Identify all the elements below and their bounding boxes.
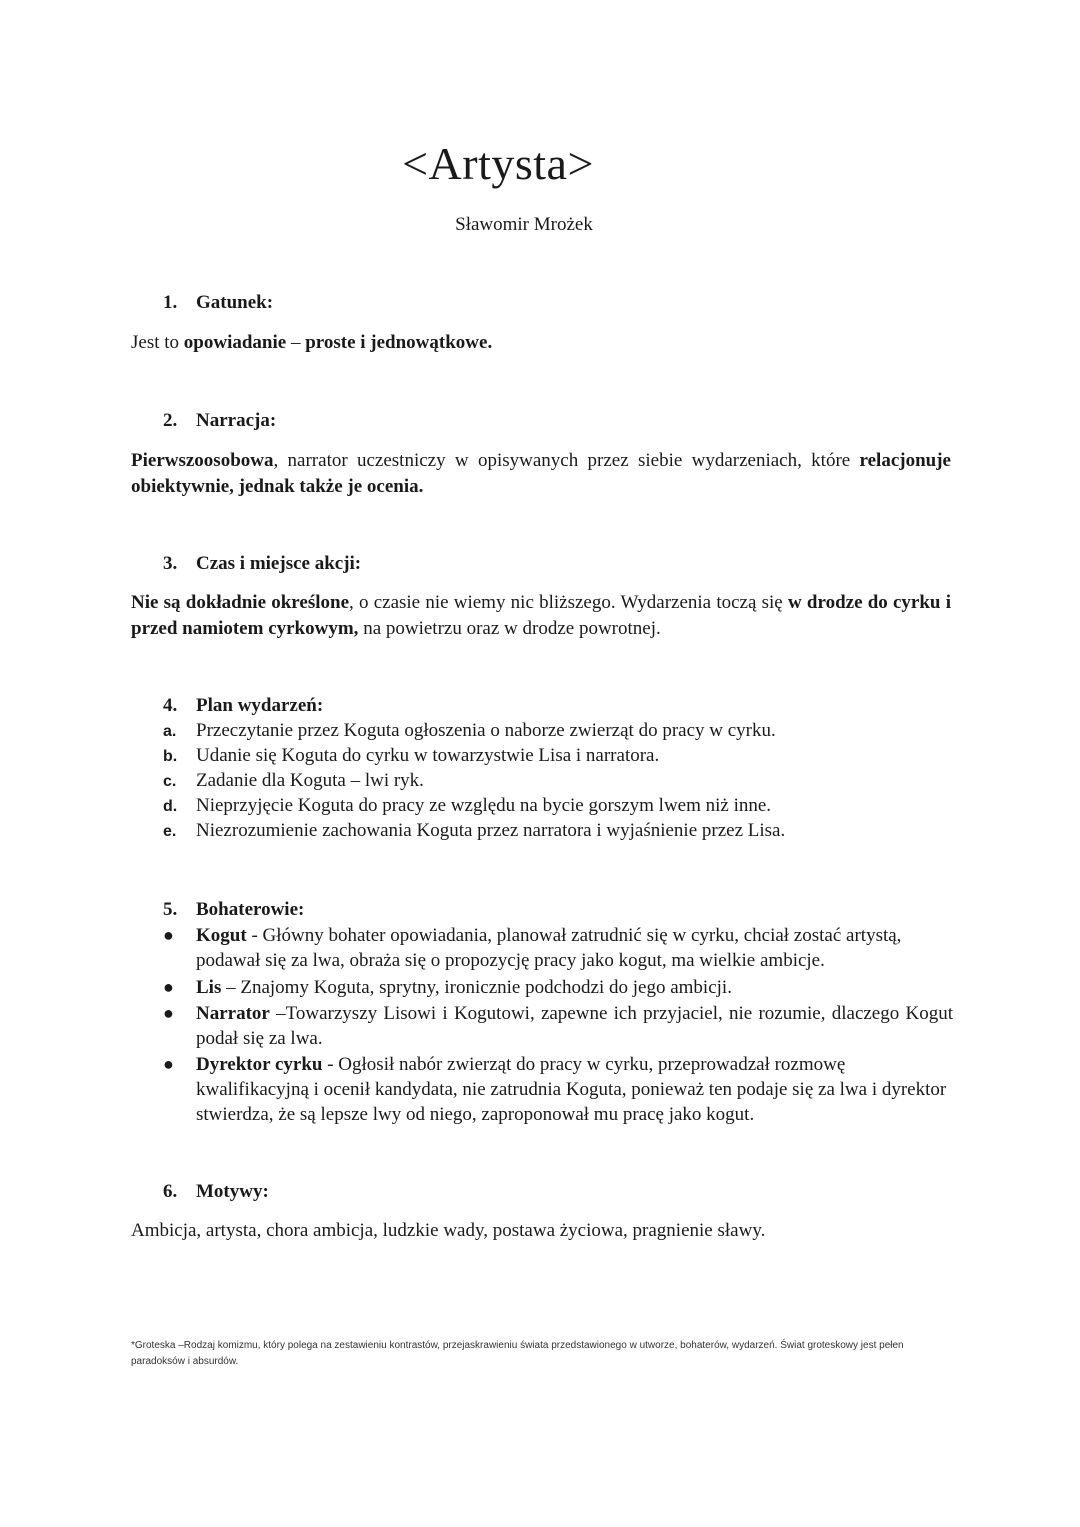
time-place-paragraph — [131, 590, 951, 642]
narration-paragraph — [131, 448, 951, 500]
section-title: Gatunek: — [196, 292, 274, 313]
motifs-paragraph: Ambicja, artysta, chora ambicja, ludzkie wady, postawa życiowa, pragnienie sławy. — [131, 1220, 766, 1241]
list-item — [163, 718, 953, 744]
character-description: –Towarzyszy Lisowi i Kogutowi, zapewne ich przyjaciel, nie rozumie, dlaczego Kogut podał się za lwa. — [196, 1003, 953, 1049]
section-number: 3. — [163, 553, 178, 574]
character-name: Narrator — [196, 1003, 270, 1024]
list-text — [196, 1052, 953, 1127]
list-text: Nieprzyjęcie Koguta do pracy ze względu na bycie gorszym lwem niż inne. — [196, 795, 772, 816]
character-description: - Ogłosił nabór zwierząt do pracy w cyrku, przeprowadzał rozmowę kwalifikacyjną i ocenił kandydata, nie zatrudnia Koguta, ponieważ ten podaje się za lwa i dyrektor stwierdza, że są lepsze lwy od niego, zaproponował mu pracę jako kogut. — [196, 1054, 947, 1125]
text-bold: proste i jednowątkowe. — [305, 332, 493, 353]
list-item — [163, 923, 953, 973]
section-heading-motifs — [163, 1179, 269, 1205]
bullet-icon: ● — [163, 1054, 174, 1074]
section-title: Plan wydarzeń: — [196, 695, 324, 716]
footnote: *Groteska –Rodzaj komizmu, który polega na zestawieniu kontrastów, przejaskrawieniu świata przedstawionego w utworze, bohaterów, wydarzeń. Świat groteskowy jest pełen paradoksów i absurdów. — [131, 1340, 904, 1367]
list-item — [163, 768, 953, 794]
text-bold: opowiadanie — [183, 332, 287, 353]
list-text: Niezrozumienie zachowania Koguta przez narratora i wyjaśnienie przez Lisa. — [196, 820, 786, 841]
list-text: Zadanie dla Koguta – lwi ryk. — [196, 770, 424, 791]
bullet-icon: ● — [163, 1003, 174, 1023]
text-bold: Nie są dokładnie określone — [131, 592, 350, 613]
list-item — [163, 1001, 953, 1051]
list-text — [196, 975, 953, 1000]
list-item — [163, 743, 953, 769]
section-heading-time-place — [163, 551, 361, 577]
section-title: Bohaterowie: — [196, 899, 305, 920]
bullet-icon: ● — [163, 977, 174, 997]
list-marker: b. — [163, 748, 178, 765]
character-name: Dyrektor cyrku — [196, 1054, 323, 1075]
section-number: 4. — [163, 695, 178, 716]
list-item — [163, 793, 953, 819]
list-item — [163, 1052, 953, 1127]
text-run: na powietrzu oraz w drodze powrotnej. — [358, 618, 661, 639]
section-heading-plan — [163, 693, 323, 719]
text-run: , o czasie nie wiemy nic bliższego. Wydarzenia toczą się — [349, 592, 788, 613]
section-number: 6. — [163, 1181, 178, 1202]
text-bold: w drodze do cyrku i przed namiotem cyrkowym, — [131, 592, 951, 639]
text-bold: Pierwszoosobowa — [131, 450, 274, 471]
section-number: 2. — [163, 410, 178, 431]
genre-paragraph — [131, 330, 951, 356]
list-marker: a. — [163, 723, 177, 740]
section-heading-genre — [163, 290, 273, 316]
section-title: Narracja: — [196, 410, 277, 431]
text-run: – — [286, 332, 306, 353]
section-title: Czas i miejsce akcji: — [196, 553, 362, 574]
list-text — [196, 923, 953, 973]
list-item — [163, 975, 953, 1000]
list-item — [163, 818, 953, 844]
text-bold: relacjonuje obiektywnie, jednak także je ocenia. — [131, 450, 951, 497]
bullet-icon: ● — [163, 925, 174, 945]
list-marker: e. — [163, 823, 177, 840]
section-number: 5. — [163, 899, 178, 920]
list-text: Przeczytanie przez Koguta ogłoszenia o naborze zwierząt do pracy w cyrku. — [196, 720, 776, 741]
character-description: – Znajomy Koguta, sprytny, ironicznie podchodzi do jego ambicji. — [221, 977, 732, 998]
character-name: Kogut — [196, 925, 247, 946]
section-number: 1. — [163, 292, 178, 313]
section-heading-narration — [163, 408, 276, 434]
list-text: Udanie się Koguta do cyrku w towarzystwie Lisa i narratora. — [196, 745, 660, 766]
character-description: - Główny bohater opowiadania, planował zatrudnić się w cyrku, chciał zostać artystą, podawał się za lwa, obraża się o propozycję pracy jako kogut, ma wielkie ambicje. — [196, 925, 902, 971]
list-marker: d. — [163, 798, 178, 815]
section-title: Motywy: — [196, 1181, 269, 1202]
section-heading-characters — [163, 897, 304, 923]
author-name: Sławomir Mrożek — [455, 214, 593, 235]
list-text — [196, 1001, 953, 1051]
character-name: Lis — [196, 977, 222, 998]
text-run: Jest to — [131, 332, 184, 353]
document-title: <Artysta> — [402, 138, 594, 189]
text-run: , narrator uczestniczy w opisywanych przez siebie wydarzeniach, które — [273, 450, 860, 471]
list-marker: c. — [163, 773, 177, 790]
